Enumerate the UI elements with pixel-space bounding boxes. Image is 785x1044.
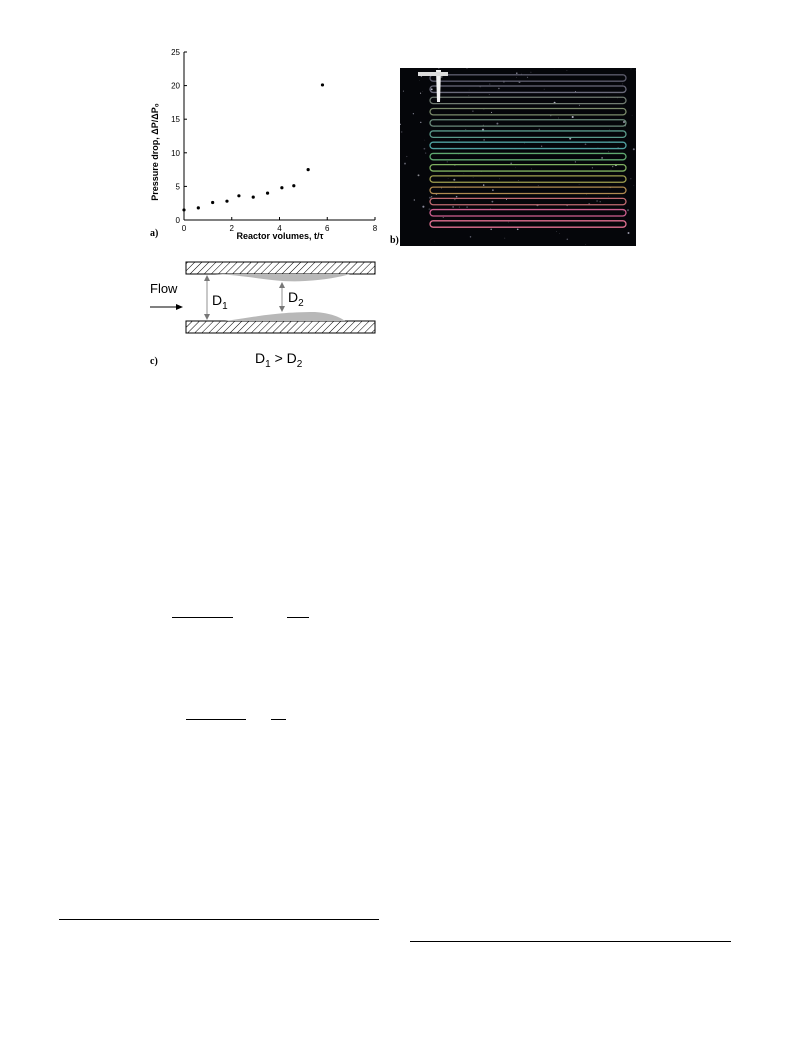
photo-speck <box>459 207 460 208</box>
photo-speck <box>539 129 541 131</box>
photo-speck <box>404 163 406 165</box>
x-tick-label: 0 <box>181 224 187 233</box>
photo-speck <box>633 148 635 150</box>
photo-speck <box>623 121 625 123</box>
photo-speck <box>630 178 631 179</box>
photo-speck <box>575 161 576 162</box>
d1-arrowhead-bottom <box>204 314 210 320</box>
photo-speck <box>403 91 404 92</box>
photo-speck <box>483 139 485 141</box>
fraction-bar-2 <box>287 617 309 618</box>
y-tick-label: 15 <box>171 115 180 125</box>
photo-speck <box>420 122 421 123</box>
d2-arrowhead-bottom <box>279 306 285 312</box>
photo-speck <box>558 118 559 119</box>
fraction-bar-4 <box>271 719 286 720</box>
photo-speck <box>418 174 420 176</box>
y-axis-label: Pressure drop, ΔP/ΔP₀ <box>150 103 160 201</box>
photo-speck <box>443 217 444 218</box>
data-point <box>197 206 200 209</box>
bottom-deposit <box>225 312 345 321</box>
photo-speck <box>448 178 449 179</box>
photo-speck <box>401 131 402 132</box>
data-point <box>280 186 283 189</box>
photo-speck <box>518 180 519 181</box>
photo-speck <box>466 206 468 208</box>
inlet-bar <box>418 72 448 76</box>
photo-speck <box>483 125 484 126</box>
data-point <box>252 196 255 199</box>
y-tick-label: 20 <box>171 81 180 91</box>
photo-speck <box>627 209 629 211</box>
photo-speck <box>469 95 470 96</box>
photo-speck <box>508 222 509 223</box>
photo-speck <box>434 241 435 242</box>
photo-speck <box>572 116 574 118</box>
photo-speck <box>492 201 494 203</box>
photo-speck <box>492 189 494 191</box>
photo-speck <box>506 199 507 200</box>
constriction-diagram <box>145 255 385 375</box>
photo-speck <box>498 88 499 89</box>
photo-speck <box>406 156 407 157</box>
photo-speck <box>623 210 624 211</box>
flow-arrowhead <box>176 304 183 310</box>
data-point <box>266 192 269 195</box>
d1-arrowhead-top <box>204 275 210 281</box>
panel-label-a: a) <box>150 228 159 239</box>
photo-speck <box>510 162 512 164</box>
y-tick-label: 0 <box>175 216 180 225</box>
data-point <box>292 184 295 187</box>
photo-speck <box>628 232 630 234</box>
photo-speck <box>622 83 623 84</box>
photo-speck <box>459 139 460 140</box>
photo-speck <box>419 80 420 81</box>
x-tick-label: 8 <box>372 224 378 233</box>
photo-speck <box>531 169 532 170</box>
photo-speck <box>431 196 432 197</box>
photo-speck <box>612 166 613 167</box>
photo-speck <box>504 238 505 239</box>
x-axis-label: Reactor volumes, t/τ <box>236 231 324 241</box>
photo-speck <box>515 168 516 169</box>
data-point <box>182 208 185 211</box>
chart-points <box>182 83 324 211</box>
top-wall <box>186 262 375 274</box>
data-point <box>211 201 214 204</box>
serpentine-channel-image <box>400 68 636 246</box>
d2-arrowhead-top <box>279 282 285 288</box>
top-deposit <box>215 274 350 281</box>
photo-speck <box>422 206 424 208</box>
photo-speck <box>447 161 448 162</box>
photo-speck <box>421 76 422 77</box>
photo-speck <box>599 201 600 202</box>
data-point <box>307 168 310 171</box>
pressure-drop-chart <box>140 40 390 245</box>
flow-label: Flow <box>150 281 178 296</box>
d2-label: $D_2$ <box>288 289 304 309</box>
photo-speck <box>489 94 490 95</box>
panel-label-c: c) <box>150 356 158 367</box>
photo-speck <box>424 148 426 150</box>
footnote-rule-left <box>59 919 379 920</box>
photo-speck <box>465 129 466 130</box>
y-tick-label: 25 <box>171 48 180 57</box>
photo-speck <box>633 185 634 186</box>
photo-speck <box>473 177 474 178</box>
photo-speck <box>559 233 560 234</box>
photo-speck <box>516 77 517 78</box>
photo-speck <box>428 208 430 210</box>
photo-speck <box>631 69 632 70</box>
bottom-wall <box>186 321 375 333</box>
x-tick-label: 2 <box>229 224 234 233</box>
photo-speck <box>527 77 528 78</box>
photo-speck <box>489 83 490 84</box>
photo-speck <box>585 143 587 145</box>
photo-speck <box>632 115 633 116</box>
photo-speck <box>530 72 531 73</box>
photo-speck <box>586 244 587 245</box>
photo-speck <box>556 231 557 232</box>
photo-speck <box>453 179 455 181</box>
photo-speck <box>608 196 609 197</box>
chart-axes <box>184 52 375 220</box>
y-tick-label: 5 <box>175 182 180 192</box>
x-tick-label: 6 <box>325 224 330 233</box>
photo-speck <box>544 89 545 90</box>
photo-speck <box>431 88 433 90</box>
data-point <box>237 194 240 197</box>
photo-speck <box>454 199 455 200</box>
photo-speck <box>517 228 519 230</box>
data-point <box>321 83 324 86</box>
photo-speck <box>472 111 473 112</box>
photo-speck <box>452 206 454 208</box>
d1-greater-than-d2: $D_1 > D_2$ <box>255 350 303 370</box>
photo-speck <box>469 90 470 91</box>
fraction-bar-1 <box>172 617 233 618</box>
photo-speck <box>567 238 569 240</box>
photo-speck <box>491 112 492 113</box>
photo-speck <box>490 228 492 230</box>
photo-speck <box>566 70 567 71</box>
photo-speck <box>499 178 500 179</box>
photo-speck <box>611 169 612 170</box>
fraction-bar-3 <box>186 719 246 720</box>
photo-speck <box>483 184 484 185</box>
photo-speck <box>608 151 609 152</box>
photo-speck <box>609 129 610 130</box>
photo-speck <box>414 199 415 200</box>
chart-ticks <box>171 48 378 233</box>
d1-label: $D_1$ <box>212 292 228 312</box>
photo-speck <box>579 184 580 185</box>
photo-speck <box>424 140 425 141</box>
photo-speck <box>538 185 539 186</box>
photo-speck <box>496 123 498 125</box>
panel-label-b: b) <box>390 235 399 246</box>
footnote-rule-right <box>410 941 731 942</box>
photo-speck <box>601 157 603 159</box>
photo-speck <box>470 236 471 237</box>
photo-speck <box>420 93 421 94</box>
photo-speck <box>596 200 598 202</box>
photo-speck <box>541 146 542 147</box>
photo-speck <box>592 167 593 168</box>
photo-speck <box>579 105 580 106</box>
photo-speck <box>441 76 443 78</box>
photo-speck <box>425 153 426 154</box>
photo-speck <box>413 113 414 114</box>
x-tick-label: 4 <box>277 224 282 233</box>
photo-speck <box>516 72 517 73</box>
microreactor-photo <box>400 68 636 246</box>
data-point <box>225 200 228 203</box>
photo-speck <box>456 196 458 198</box>
y-tick-label: 10 <box>171 148 180 158</box>
